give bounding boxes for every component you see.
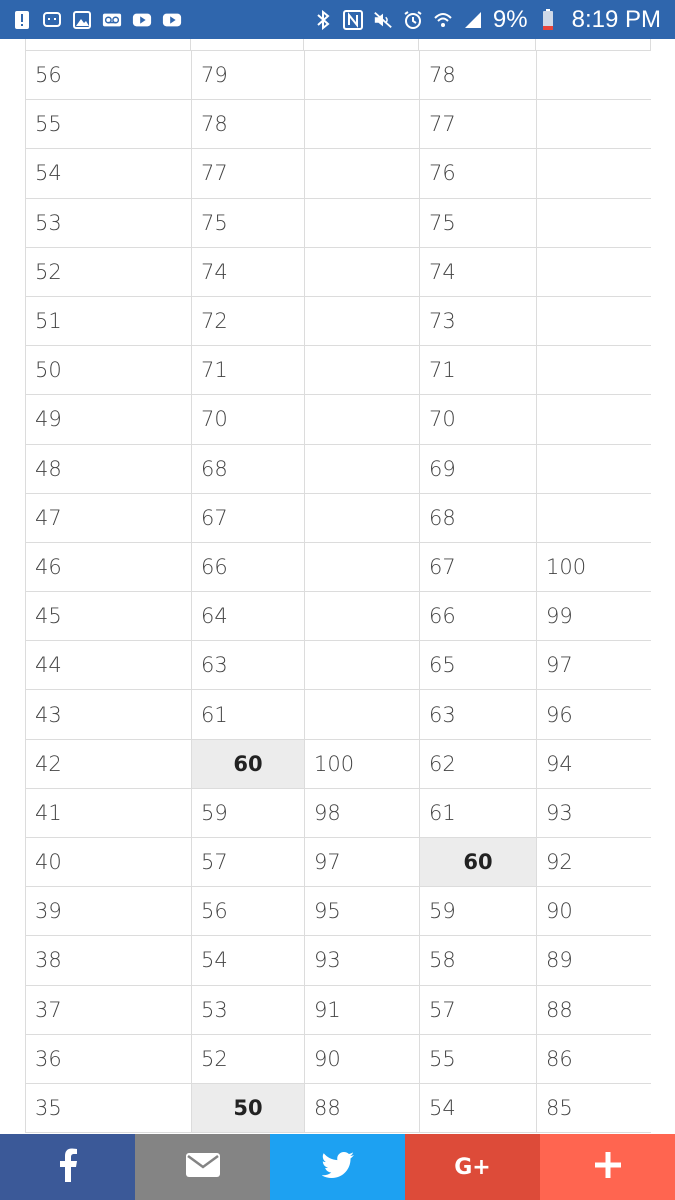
table-cell bbox=[305, 690, 420, 739]
alarm-icon bbox=[403, 10, 423, 30]
table-cell: 68 bbox=[420, 494, 537, 543]
table-cell: 52 bbox=[26, 248, 192, 297]
table-cell: 60 bbox=[420, 838, 537, 887]
table-cell: 53 bbox=[192, 986, 305, 1035]
table-cell: 55 bbox=[420, 1035, 537, 1084]
wifi-icon bbox=[433, 10, 453, 30]
table-cell bbox=[305, 592, 420, 641]
table-cell: 95 bbox=[305, 887, 420, 936]
table-cell: 50 bbox=[192, 1084, 305, 1133]
google-plus-icon: G+ bbox=[454, 1154, 491, 1180]
table-cell: 77 bbox=[192, 149, 305, 198]
table-cell: 66 bbox=[420, 592, 537, 641]
table-cell: 74 bbox=[420, 248, 537, 297]
clock: 8:19 PM bbox=[571, 5, 661, 33]
table-cell: 97 bbox=[305, 838, 420, 887]
table-cell bbox=[305, 51, 420, 100]
table-cell: 55 bbox=[26, 100, 192, 149]
table-cell: 59 bbox=[192, 789, 305, 838]
table-cell: 73 bbox=[420, 297, 537, 346]
table-cell: 98 bbox=[305, 789, 420, 838]
table-cell bbox=[537, 51, 651, 100]
table-cell: 99 bbox=[537, 592, 651, 641]
twitter-icon bbox=[322, 1152, 354, 1182]
table-cell: 89 bbox=[537, 936, 651, 985]
table-cell: 49 bbox=[26, 395, 192, 444]
table-cell: 58 bbox=[420, 936, 537, 985]
table-body bbox=[25, 51, 651, 1133]
table-cell: 63 bbox=[192, 641, 305, 690]
notification-icons bbox=[12, 10, 182, 30]
email-share-button[interactable] bbox=[135, 1134, 270, 1200]
table-cell bbox=[305, 641, 420, 690]
facebook-share-button[interactable] bbox=[0, 1134, 135, 1200]
table-cell: 100 bbox=[537, 543, 651, 592]
table-cell: 66 bbox=[192, 543, 305, 592]
table-cell bbox=[305, 543, 420, 592]
table-cell: 85 bbox=[537, 1084, 651, 1133]
table-cell: 79 bbox=[192, 51, 305, 100]
table-cell: 54 bbox=[192, 936, 305, 985]
nfc-icon bbox=[343, 10, 363, 30]
signal-icon bbox=[463, 10, 483, 30]
table-cell: 48 bbox=[26, 445, 192, 494]
table-cell: 78 bbox=[192, 100, 305, 149]
system-icons bbox=[313, 6, 661, 34]
messenger-icon bbox=[42, 10, 62, 30]
table-cell bbox=[537, 297, 651, 346]
share-bar bbox=[0, 1134, 675, 1200]
table-cell: 57 bbox=[192, 838, 305, 887]
table-cell: 97 bbox=[537, 641, 651, 690]
table-cell: 71 bbox=[192, 346, 305, 395]
table-cell: 90 bbox=[305, 1035, 420, 1084]
table-cell: 60 bbox=[192, 740, 305, 789]
table-cell: 40 bbox=[26, 838, 192, 887]
alert-icon bbox=[12, 10, 32, 30]
table-cell: 54 bbox=[26, 149, 192, 198]
table-cell: 93 bbox=[537, 789, 651, 838]
table-cell: 77 bbox=[420, 100, 537, 149]
table-cell: 59 bbox=[420, 887, 537, 936]
table-cell: 38 bbox=[26, 936, 192, 985]
table-cell bbox=[305, 100, 420, 149]
status-bar bbox=[0, 0, 675, 39]
table-cell: 56 bbox=[26, 51, 192, 100]
table-cell: 43 bbox=[26, 690, 192, 739]
table-cell: 47 bbox=[26, 494, 192, 543]
mute-icon bbox=[373, 10, 393, 30]
table-cell: 57 bbox=[420, 986, 537, 1035]
table-cell: 67 bbox=[192, 494, 305, 543]
table-cell: 53 bbox=[26, 199, 192, 248]
youtube-icon bbox=[132, 10, 152, 30]
table-cell bbox=[305, 346, 420, 395]
table-cell bbox=[305, 494, 420, 543]
table-cell: 61 bbox=[192, 690, 305, 739]
table-cell: 100 bbox=[305, 740, 420, 789]
table-cell: 72 bbox=[192, 297, 305, 346]
table-cell: 39 bbox=[26, 887, 192, 936]
table-cell: 46 bbox=[26, 543, 192, 592]
facebook-icon bbox=[57, 1148, 79, 1186]
table-cell: 50 bbox=[26, 346, 192, 395]
table-cell: 64 bbox=[192, 592, 305, 641]
table-cell: 67 bbox=[420, 543, 537, 592]
table-cell bbox=[305, 395, 420, 444]
youtube-icon bbox=[162, 10, 182, 30]
table-cell bbox=[305, 445, 420, 494]
table-cell: 68 bbox=[192, 445, 305, 494]
table-cell: 76 bbox=[420, 149, 537, 198]
table-cell bbox=[537, 100, 651, 149]
table-cell bbox=[305, 199, 420, 248]
battery-icon bbox=[538, 10, 558, 30]
table-cell bbox=[537, 248, 651, 297]
table-cell: 61 bbox=[420, 789, 537, 838]
table-cell: 35 bbox=[26, 1084, 192, 1133]
table-cell bbox=[305, 149, 420, 198]
table-cell: 41 bbox=[26, 789, 192, 838]
table-cell: 69 bbox=[420, 445, 537, 494]
voicemail-icon bbox=[102, 10, 122, 30]
table-cell: 70 bbox=[192, 395, 305, 444]
table-cell: 62 bbox=[420, 740, 537, 789]
gallery-icon bbox=[72, 10, 92, 30]
table-cell bbox=[537, 346, 651, 395]
table-cell: 91 bbox=[305, 986, 420, 1035]
table-cell: 93 bbox=[305, 936, 420, 985]
plus-icon bbox=[595, 1152, 621, 1182]
bluetooth-icon bbox=[313, 10, 333, 30]
table-cell: 54 bbox=[420, 1084, 537, 1133]
table-cell: 44 bbox=[26, 641, 192, 690]
table-cell: 51 bbox=[26, 297, 192, 346]
twitter-share-button[interactable] bbox=[270, 1134, 405, 1200]
table-cell: 63 bbox=[420, 690, 537, 739]
table-cell: 78 bbox=[420, 51, 537, 100]
table-cell: 88 bbox=[537, 986, 651, 1035]
table-cell: 37 bbox=[26, 986, 192, 1035]
more-share-button[interactable] bbox=[540, 1134, 675, 1200]
table-cell: 90 bbox=[537, 887, 651, 936]
email-icon bbox=[186, 1153, 220, 1181]
table-cell: 75 bbox=[420, 199, 537, 248]
table-cell bbox=[537, 395, 651, 444]
table-cell: 75 bbox=[192, 199, 305, 248]
table-cell: 65 bbox=[420, 641, 537, 690]
table-cell: 74 bbox=[192, 248, 305, 297]
table-cell: 70 bbox=[420, 395, 537, 444]
table-cell: 56 bbox=[192, 887, 305, 936]
table-top-edge bbox=[25, 39, 651, 51]
table-cell: 88 bbox=[305, 1084, 420, 1133]
score-table bbox=[25, 39, 651, 1134]
table-cell: 45 bbox=[26, 592, 192, 641]
table-cell: 94 bbox=[537, 740, 651, 789]
table-cell bbox=[537, 199, 651, 248]
table-cell: 52 bbox=[192, 1035, 305, 1084]
table-cell: 36 bbox=[26, 1035, 192, 1084]
table-cell bbox=[305, 248, 420, 297]
table-cell bbox=[537, 445, 651, 494]
table-cell: 92 bbox=[537, 838, 651, 887]
table-cell bbox=[305, 297, 420, 346]
table-cell: 86 bbox=[537, 1035, 651, 1084]
table-cell: 42 bbox=[26, 740, 192, 789]
table-cell bbox=[537, 149, 651, 198]
battery-percent: 9% bbox=[492, 5, 528, 33]
table-cell bbox=[537, 494, 651, 543]
table-cell: 96 bbox=[537, 690, 651, 739]
googleplus-share-button[interactable] bbox=[405, 1134, 540, 1200]
table-cell: 71 bbox=[420, 346, 537, 395]
